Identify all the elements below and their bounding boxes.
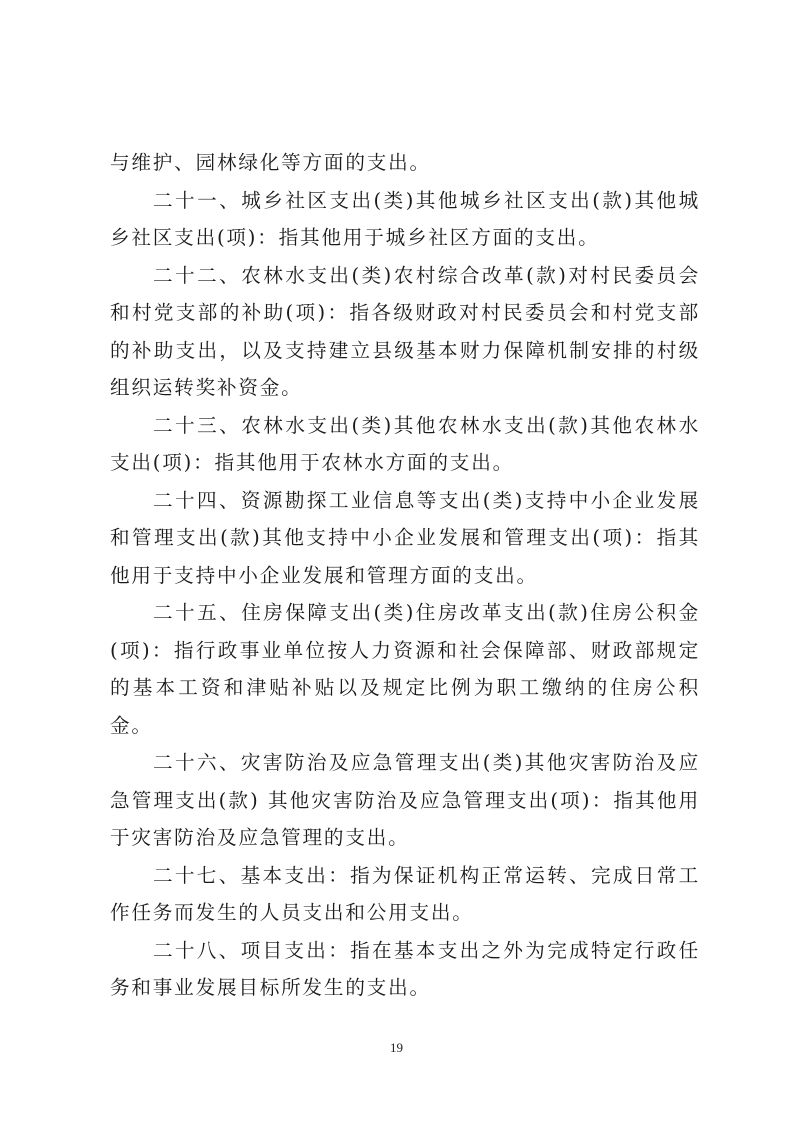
paragraph-item-24: 二十四、资源勘探工业信息等支出(类)支持中小企业发展和管理支出(款)其他支持中小企业发展和管理支出(项)：指其他用于支持中小企业发展和管理方面的支出。 [110,488,700,587]
body-text [110,144,700,1007]
paragraph-item-28: 二十八、项目支出：指在基本支出之外为完成特定行政任务和事业发展目标所发生的支出。 [110,938,700,999]
paragraph-continuation: 与维护、园林绿化等方面的支出。 [110,151,431,174]
paragraph-item-25: 二十五、住房保障支出(类)住房改革支出(款)住房公积金(项)：指行政事业单位按人力资源和社会保障部、财政部规定的基本工资和津贴补贴以及规定比例为职工缴纳的住房公积金。 [110,601,700,737]
paragraph-item-23: 二十三、农林水支出(类)其他农林水支出(款)其他农林水支出(项)：指其他用于农林水方面的支出。 [110,413,700,474]
paragraph-item-27: 二十七、基本支出：指为保证机构正常运转、完成日常工作任务而发生的人员支出和公用支出。 [110,863,700,924]
paragraph-item-22: 二十二、农林水支出(类)农村综合改革(款)对村民委员会和村党支部的补助(项)：指各级财政对村民委员会和村党支部的补助支出，以及支持建立县级基本财力保障机制安排的村级组织运转奖补资金。 [110,263,700,399]
paragraph-item-26: 二十六、灾害防治及应急管理支出(类)其他灾害防治及应急管理支出(款) 其他灾害防治及应急管理支出(项)：指其他用于灾害防治及应急管理的支出。 [110,751,700,849]
paragraph-item-21: 二十一、城乡社区支出(类)其他城乡社区支出(款)其他城乡社区支出(项)：指其他用于城乡社区方面的支出。 [110,188,700,249]
page-number: 19 [390,1040,403,1055]
